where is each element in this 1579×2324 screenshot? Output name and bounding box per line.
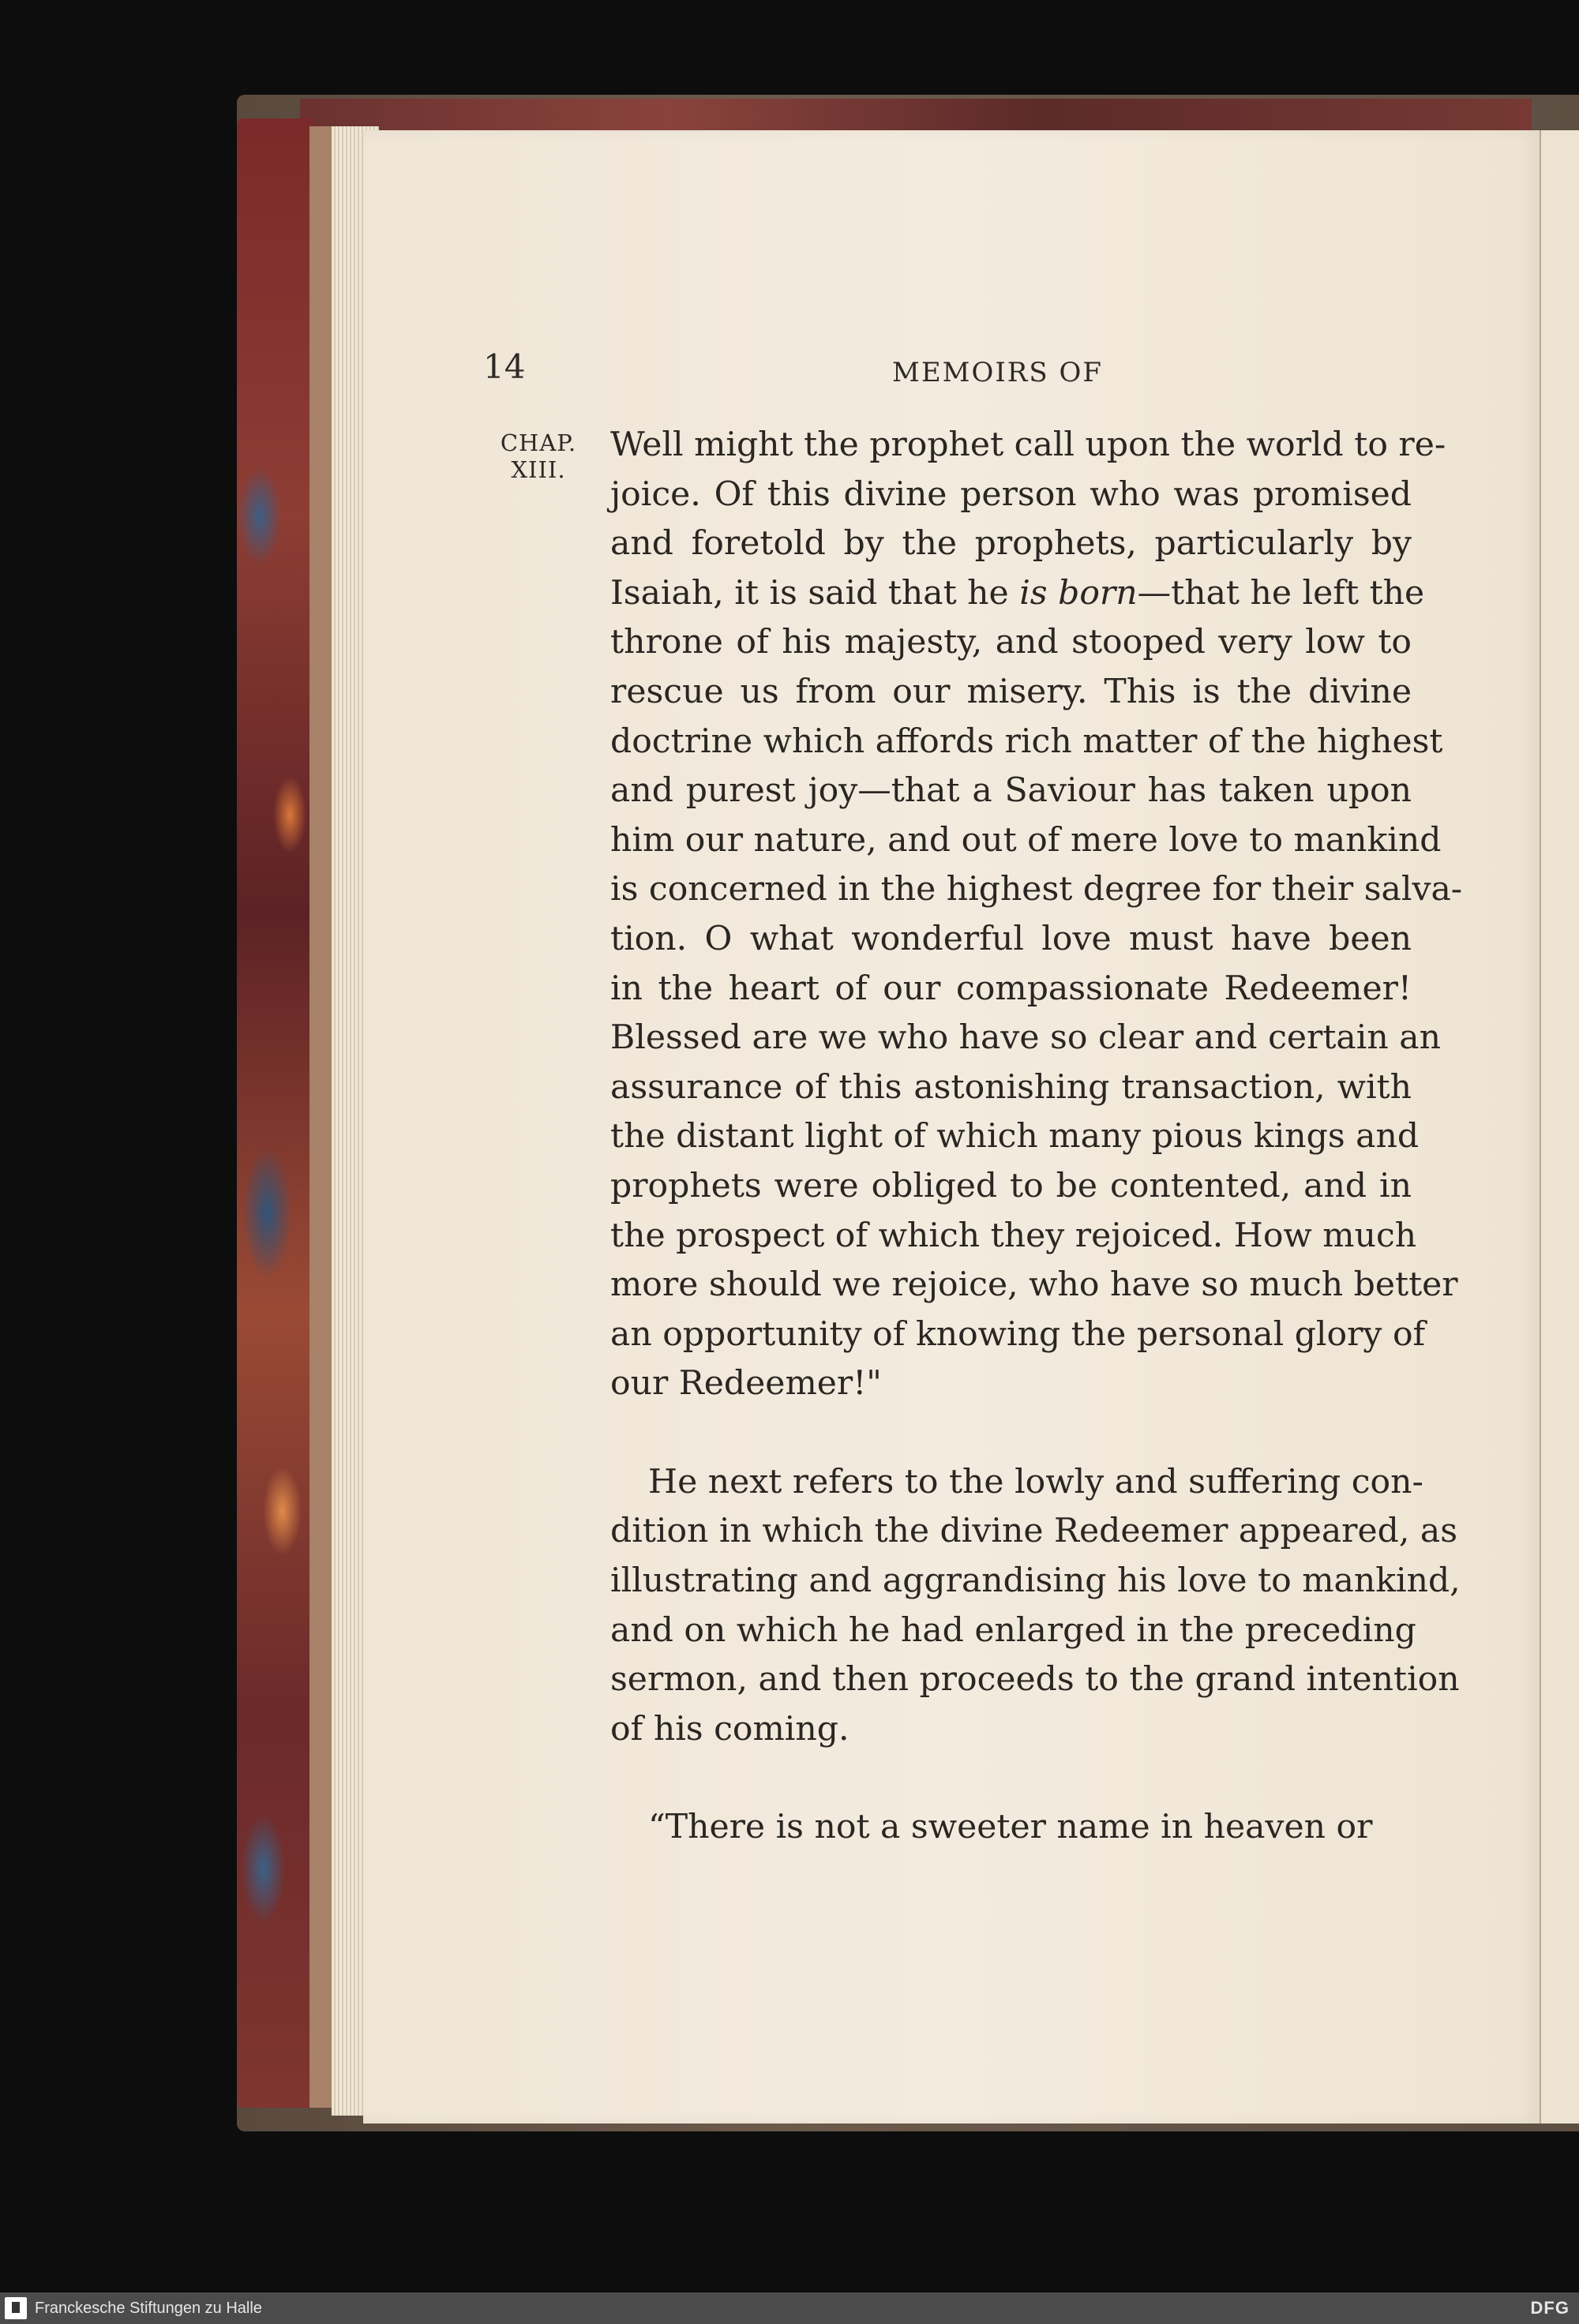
text-line: assurance of this astonishing transaction, with — [610, 1067, 1412, 1107]
facing-page — [1540, 130, 1579, 2123]
text-line: rescue us from our misery. This is the divine — [610, 672, 1412, 711]
running-head: MEMOIRS OF — [892, 357, 1103, 388]
footer-credit: Franckesche Stiftungen zu Halle — [35, 2300, 262, 2317]
text-line: Well might the prophet call upon the world to re- — [610, 425, 1446, 464]
text-line: the distant light of which many pious kings and — [610, 1117, 1420, 1156]
text-line: him our nature, and out of mere love to mankind — [610, 820, 1442, 860]
text-line: joice. Of this divine person who was promised — [610, 474, 1412, 514]
text-line: our Redeemer!" — [610, 1364, 882, 1404]
text-line: is concerned in the highest degree for their salva- — [610, 870, 1463, 909]
text-line: illustrating and aggrandising his love to mankind, — [610, 1561, 1461, 1601]
text-line: prophets were obliged to be contented, and in — [610, 1166, 1412, 1205]
text-line: dition in which the divine Redeemer appeared, as — [610, 1512, 1458, 1551]
text-line: He next refers to the lowly and suffering con- — [648, 1462, 1423, 1501]
paragraph — [610, 1803, 1412, 1853]
text-line: throne of his majesty, and stooped very low to — [610, 623, 1412, 662]
dfg-logo: DFG — [1530, 2298, 1570, 2318]
text-line: more should we rejoice, who have so much better — [610, 1265, 1458, 1305]
text-line: Blessed are we who have so clear and certain an — [610, 1018, 1441, 1058]
text-line: “There is not a sweeter name in heaven or — [648, 1808, 1373, 1847]
text-line: the prospect of which they rejoiced. How much — [610, 1216, 1417, 1255]
institution-logo-icon — [5, 2297, 27, 2319]
text-line: of his coming. — [610, 1709, 850, 1749]
text-line: tion. O what wonderful love must have been — [610, 919, 1412, 958]
paragraph — [610, 421, 1463, 1409]
text-line: and foretold by the prophets, particularly by — [610, 524, 1412, 564]
chapter-number: XIII. — [511, 456, 566, 483]
page-number: 14 — [483, 347, 526, 386]
text-line: sermon, and then proceeds to the grand intention — [610, 1660, 1460, 1700]
marbled-edge-top — [300, 99, 1532, 132]
text-line: an opportunity of knowing the personal glory of — [610, 1314, 1426, 1354]
footer-bar — [0, 2292, 1579, 2324]
paragraph — [610, 1458, 1461, 1755]
paragraph-gap — [610, 1754, 1412, 1803]
body-text — [610, 421, 1463, 1853]
chapter-label: CHAP. — [500, 429, 577, 456]
text-line: in the heart of our compassionate Redeemer! — [610, 969, 1412, 1008]
marbled-endpaper — [237, 118, 313, 2108]
text-line: and on which he had enlarged in the preceding — [610, 1610, 1416, 1650]
chapter-marker — [491, 429, 586, 483]
paragraph-gap — [610, 1409, 1412, 1458]
text-line: and purest joy—that a Saviour has taken upon — [610, 771, 1412, 811]
text-line: doctrine which affords rich matter of the highest — [610, 722, 1443, 761]
text-line: Isaiah, it is said that he is born—that he left the — [610, 573, 1425, 613]
